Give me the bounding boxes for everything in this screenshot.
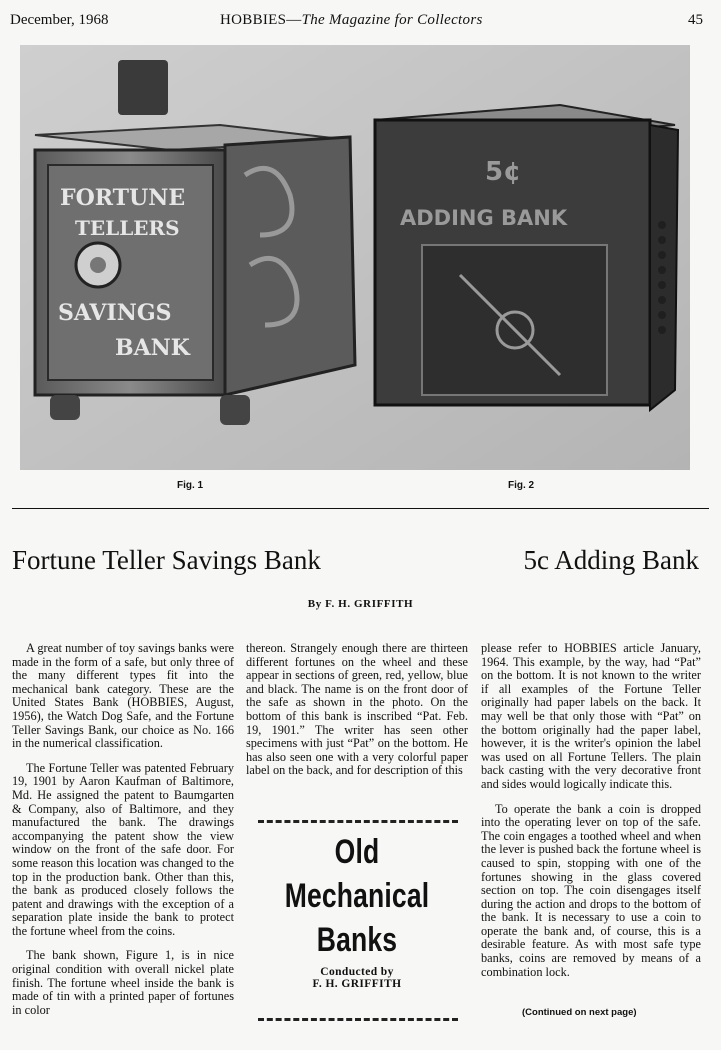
column-title-line-2: Mechanical [284,877,430,915]
conducted-by-label: Conducted by [320,966,394,978]
magazine-name [220,12,483,29]
bank-text: BANK [115,335,190,361]
magazine-name-main: HOBBIES— [220,12,302,28]
article-column-1 [12,642,234,1028]
dashed-divider-bottom [258,1018,458,1021]
article-byline: By F. H. GRIFFITH [307,598,414,610]
figure-1-caption: Fig. 1 [177,480,204,491]
paragraph: The Fortune Teller was patented February 19, 1901 by Aaron Kaufman of Baltimore, Md. He assigned the patent to Baumgarten & Company, also of Baltimore, and they manufactured the bank. The drawings accompanying the patent show the view window on the front of the safe door. For some reason this location was changed to the top in the production bank. Other than this, the bank as produced closely follows the patent and drawings with the exception of a separation plate inside the bank to protect the fortune wheel from the coins. [12,760,234,938]
adding-bank-image [375,105,678,410]
section-divider [12,508,709,509]
paragraph: The bank shown, Figure 1, is in nice original condition with overall nickel plate finish. The fortune wheel inside the bank is made of tin with a printed paper of fortunes in color [12,948,234,1017]
column-author: F. H. GRIFFITH [312,978,402,990]
paragraph: To operate the bank a coin is dropped into the operating lever on top of the safe. The coin engages a toothed wheel and when the lever is pushed back the fortune wheel is caused to spin, stopping with one of the fortunes showing in the glass covered section on top. The coin disengages itself during the action and drops to the bottom of the bank. It is necessary to use a coin to operate the bank and, of course, this is a desirable feature. As with most safe type banks, coins are removed by means of a combination lock. [481,801,701,979]
tellers-text: TELLERS [75,216,180,240]
paragraph: thereon. Strangely enough there are thirteen different fortunes on the wheel and these appear in sections of green, red, yellow, blue and black. The name is on the front door of the safe as shown in the photo. On the bottom of this bank is inscribed “Pat. Feb. 19, 1901.” The writer has seen other specimens with just “Pat” on the bottom. He has also seen one with a very colorful paper label on the back, and for description of this [246,641,468,778]
magazine-tagline: The Magazine for Collectors [301,12,483,28]
banks-photograph [20,45,690,470]
adding-bank-text: ADDING BANK [400,206,568,230]
article-column-2 [246,642,468,789]
column-heading-box [246,830,468,990]
fortune-text: FORTUNE [60,185,186,211]
savings-text: SAVINGS [58,300,172,326]
dashed-divider-top [258,820,458,823]
paragraph: A great number of toy savings banks were made in the form of a safe, but only three of the many different types fit into the mechanical bank category. These are the United States Bank (HOBBIES, August, 1956), the Watch Dog Safe, and the Fortune Teller Savings Bank, our choice as No. 166 in the numerical classification. [12,641,234,751]
paragraph: please refer to HOBBIES article January, 1964. This example, by the way, had “Pat” on the bottom. It is not known to the writer if all examples of the Fortune Teller originally had paper labels on the back. It may well be that only those with “Pat” on the bottom originally had the paper label, however, it is the writer's opinion the label was used on all Fortune Tellers. The plain back casting with the very decorative front and sides would logically indicate this. [481,641,701,791]
page-number: 45 [688,12,703,28]
continued-note: (Continued on next page) [522,1007,637,1018]
page-header [10,12,703,32]
issue-date: December, 1968 [10,12,109,28]
banks-photo-illustration [20,45,690,470]
article-title-left: Fortune Teller Savings Bank [12,545,321,575]
column-title-line-1: Old [334,833,380,871]
column-title-line-3: Banks [316,921,398,959]
article-title-right: 5c Adding Bank [523,545,699,575]
article-column-3 [481,642,701,990]
figure-2-caption: Fig. 2 [508,480,535,491]
five-cent-text: 5¢ [485,157,522,187]
